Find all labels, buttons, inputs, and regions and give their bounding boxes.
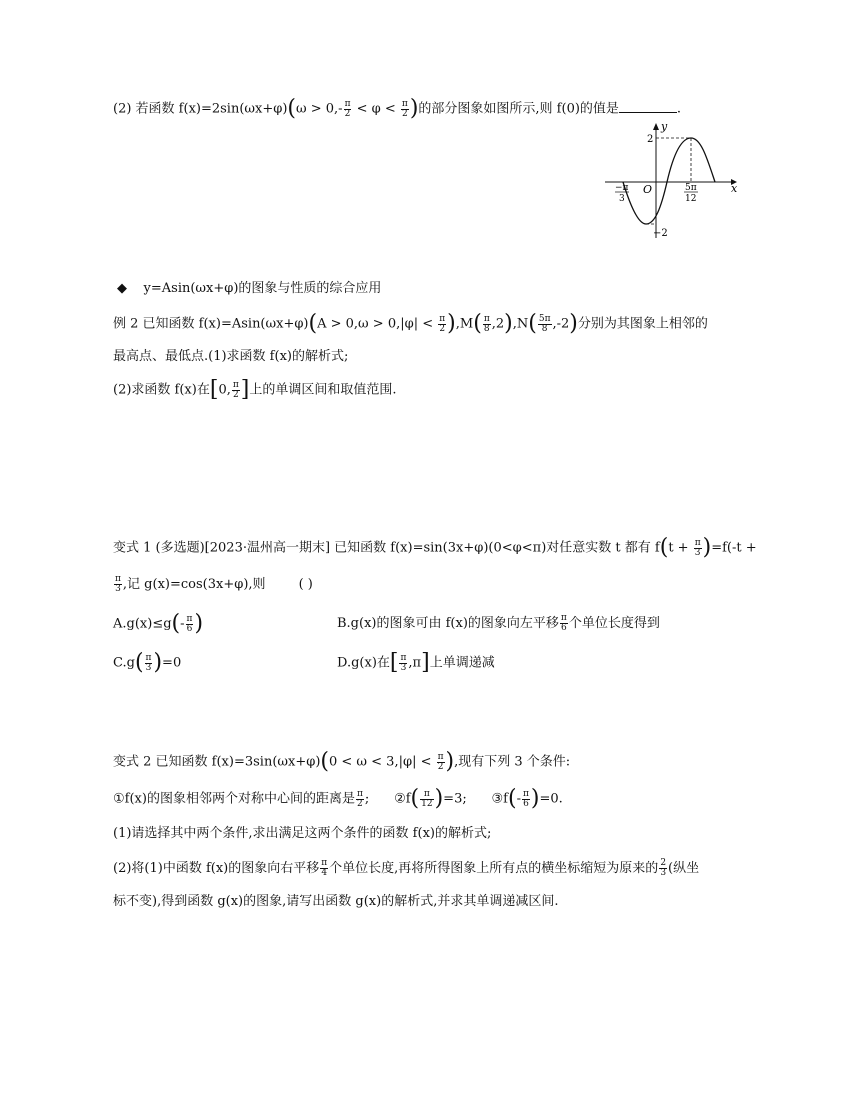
paren-close: ) <box>409 96 419 121</box>
frac-num: π <box>321 858 328 868</box>
frac-num: 2 <box>660 858 667 868</box>
var2-line4-b: 个单位长度,再将所得图象上所有点的横坐标缩短为原来的 <box>329 861 659 876</box>
frac-pi-2 <box>437 753 445 772</box>
frac-den: 6 <box>523 798 529 809</box>
paren-close: ) <box>445 749 455 774</box>
frac-num: π <box>439 313 446 324</box>
frac-num: π <box>420 790 433 800</box>
frac-pi-3 <box>114 575 122 594</box>
frac-num: π <box>145 652 152 663</box>
y-min-label: −2 <box>653 228 668 239</box>
frac-den: 2 <box>437 761 444 772</box>
frac-num: π <box>401 98 408 109</box>
q2-cond-a: ω > 0,- <box>296 101 343 117</box>
paren-close: ) <box>434 786 444 811</box>
frac-den: 3 <box>660 868 667 878</box>
right-tick-den: 12 <box>685 194 697 204</box>
frac-pi-6 <box>186 615 194 634</box>
y-axis-label: y <box>661 120 668 133</box>
frac-den: 6 <box>186 623 193 634</box>
frac-num: π <box>400 652 407 663</box>
condition-3-end: =0. <box>539 791 563 807</box>
bullet-icon: ◆ <box>117 281 127 296</box>
option-d-suffix: 上单调递减 <box>429 655 495 671</box>
left-tick-num: −π <box>615 183 629 193</box>
variant-1-line-2 <box>113 575 313 595</box>
paren-open: ( <box>320 749 329 774</box>
paren-close: ) <box>194 611 204 636</box>
answer-blank[interactable] <box>619 100 677 113</box>
sine-curve <box>623 138 715 224</box>
option-b[interactable] <box>337 614 660 634</box>
option-d-text: D.g(x)在 <box>337 655 390 671</box>
frac-num: π <box>186 613 193 624</box>
frac-pi-2 <box>356 790 364 809</box>
answer-paren[interactable]: ( ) <box>298 577 313 592</box>
var2-line4-a: (2)将(1)中函数 f(x)的图象向右平移 <box>113 861 320 876</box>
paren-open: ( <box>473 311 482 336</box>
frac-pi-4 <box>320 859 328 878</box>
frac-den: 3 <box>694 547 701 558</box>
frac-den: 2 <box>439 323 446 334</box>
frac-den: 2 <box>232 389 239 400</box>
q2-end: . <box>676 101 682 117</box>
bracket-open: [ <box>209 377 219 402</box>
paren-open: ( <box>410 786 420 811</box>
paren-open: ( <box>308 311 318 336</box>
frac-pi-3 <box>694 539 702 558</box>
point-m-label: ,M <box>455 316 474 332</box>
variant-2-line-3: (1)请选择其中两个条件,求出满足这两个条件的函数 f(x)的解析式; <box>113 826 492 841</box>
var1-text-b: =f(-t + <box>711 540 757 556</box>
paren-close: ) <box>504 311 513 336</box>
q2-cond-b: < φ < <box>352 101 400 117</box>
paren-close: ) <box>530 786 540 811</box>
frac-den: 2 <box>402 108 408 119</box>
ex2-cond: A > 0,ω > 0,|φ| < <box>317 316 438 332</box>
ex2-text-c: 分别为其图象上相邻的 <box>577 316 708 332</box>
paren-open: ( <box>507 786 517 811</box>
var1-t-plus: t + <box>668 540 693 556</box>
example-2-line-1 <box>113 311 708 336</box>
frac-pi-2 <box>232 381 240 400</box>
condition-2: ②f <box>394 791 411 807</box>
frac-pi-8 <box>483 315 491 334</box>
point-n-y: ,-2 <box>552 316 570 332</box>
condition-3-minus: - <box>516 791 521 807</box>
frac-den: 8 <box>483 323 490 334</box>
section-heading <box>117 279 381 299</box>
option-d-pi: ,π <box>408 655 422 671</box>
frac-den: 12 <box>421 798 433 809</box>
paren-close: ) <box>569 311 578 336</box>
frac-num: π <box>694 537 701 548</box>
sine-graph <box>603 118 743 248</box>
ex2-line3-b: 0, <box>218 382 231 398</box>
option-c[interactable] <box>113 650 182 675</box>
frac-num: π <box>483 313 490 324</box>
option-c-suffix: =0 <box>162 655 182 671</box>
condition-3: ③f <box>491 791 508 807</box>
y-max-label: 2 <box>647 134 654 145</box>
paren-open: ( <box>171 611 181 636</box>
condition-2-end: =3; <box>443 791 467 807</box>
point-m-y: ,2 <box>491 316 505 332</box>
paren-close: ) <box>702 535 712 560</box>
question-2-line <box>113 96 682 121</box>
paren-open: ( <box>528 311 537 336</box>
frac-den: 4 <box>321 868 328 878</box>
option-a-minus: - <box>180 616 185 632</box>
frac-den: 3 <box>145 662 152 673</box>
option-d[interactable] <box>337 650 495 675</box>
frac-2-3 <box>659 859 667 878</box>
option-b-text: B.g(x)的图象可由 f(x)的图象向左平移 <box>337 616 559 631</box>
section-title: y=Asin(ωx+φ)的图象与性质的综合应用 <box>143 281 382 296</box>
option-a[interactable] <box>113 611 204 636</box>
point-n-label: ,N <box>512 316 529 332</box>
ex2-line3-c: 上的单调区间和取值范围. <box>249 382 397 398</box>
frac-den: 8 <box>541 323 548 334</box>
variant-2-conditions <box>113 786 563 811</box>
example-2-line-3 <box>113 377 397 402</box>
frac-num: π <box>115 574 121 584</box>
frac-pi-3 <box>399 654 407 673</box>
ex2-line3-a: (2)求函数 f(x)在 <box>113 382 210 398</box>
frac-pi-3 <box>145 654 153 673</box>
frac-pi-6 <box>522 790 530 809</box>
variant-2-line-1 <box>113 749 571 774</box>
variant-2-line-4 <box>113 859 699 879</box>
frac-den: 2 <box>344 108 351 119</box>
frac-pi-2 <box>344 100 352 119</box>
frac-pi-2 <box>438 315 446 334</box>
q2-prefix: (2) 若函数 f(x)=2sin(ωx+φ) <box>113 101 288 117</box>
ex2-text-a: 例 2 已知函数 f(x)=Asin(ωx+φ) <box>113 316 309 332</box>
origin-label: O <box>643 183 653 196</box>
option-b-suffix: 个单位长度得到 <box>568 616 660 631</box>
q2-suffix: 的部分图象如图所示,则 f(0)的值是 <box>418 101 619 117</box>
paren-open: ( <box>659 535 669 560</box>
frac-num: π <box>356 788 363 799</box>
frac-num: π <box>437 751 444 762</box>
var2-text-c: ,现有下列 3 个条件: <box>454 754 571 770</box>
bracket-close: ] <box>240 377 250 402</box>
frac-num: π <box>232 379 239 390</box>
x-axis-label: x <box>731 182 738 195</box>
option-c-text: C.g <box>113 655 135 671</box>
var2-text-a: 变式 2 已知函数 f(x)=3sin(ωx+φ) <box>113 754 321 770</box>
right-tick-num: 5π <box>685 183 697 193</box>
frac-pi-12 <box>420 790 433 809</box>
frac-den: 3 <box>115 584 121 594</box>
variant-2-line-5: 标不变),得到函数 g(x)的图象,请写出函数 g(x)的解析式,并求其单调递减区间. <box>113 894 559 909</box>
frac-pi-6 <box>560 614 568 633</box>
option-a-text: A.g(x)≤g <box>113 616 172 632</box>
condition-1: ①f(x)的图象相邻两个对称中心间的距离是 <box>113 791 355 807</box>
frac-den: 2 <box>357 798 363 809</box>
frac-den: 6 <box>561 623 567 633</box>
paren-close: ) <box>447 311 456 336</box>
left-tick-den: 3 <box>619 194 625 204</box>
bracket-close: ] <box>421 650 430 675</box>
y-axis-arrow <box>653 123 659 130</box>
condition-1-end: ; <box>364 791 370 807</box>
frac-5pi-8 <box>538 315 552 334</box>
var2-line4-c: (纵坐 <box>668 861 700 876</box>
frac-num: π <box>522 788 529 799</box>
frac-pi-2b <box>401 100 409 119</box>
paren-open: ( <box>134 650 144 675</box>
paren-open: ( <box>287 96 296 121</box>
frac-num: π <box>560 613 567 623</box>
paren-close: ) <box>153 650 163 675</box>
example-2-line-2: 最高点、最低点.(1)求函数 f(x)的解析式; <box>113 349 349 364</box>
var1-text-a: 变式 1 (多选题)[2023·温州高一期末] 已知函数 f(x)=sin(3x+φ)(0<φ<π)对任意实数 t 都有 f <box>113 540 660 556</box>
var2-cond: 0 < ω < 3,|φ| < <box>329 754 436 770</box>
variant-1-line-1 <box>113 535 757 560</box>
bracket-open: [ <box>389 650 399 675</box>
frac-num: 5π <box>538 313 551 324</box>
var1-line2: ,记 g(x)=cos(3x+φ),则 <box>122 577 266 592</box>
frac-num: π <box>344 98 351 109</box>
frac-den: 3 <box>400 662 407 673</box>
